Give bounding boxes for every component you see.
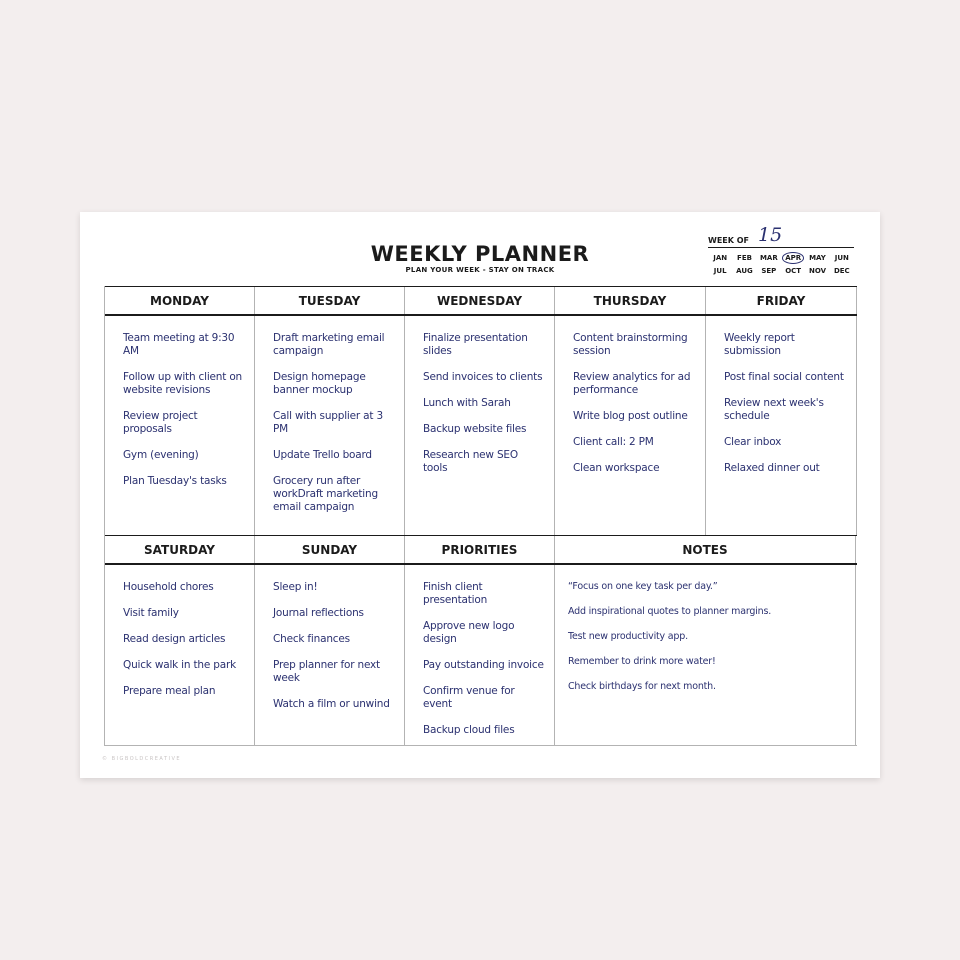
month-apr[interactable]: APR <box>781 253 805 263</box>
task-item: Follow up with client on website revisions <box>123 371 243 396</box>
day-cell-sunday[interactable] <box>255 565 405 745</box>
task-item: Backup cloud files <box>423 724 515 736</box>
task-item: Team meeting at 9:30 AM <box>123 332 235 357</box>
task-item: Journal reflections <box>273 607 364 619</box>
task-item: Check finances <box>273 633 350 645</box>
task-item: Content brainstorming session <box>573 332 688 357</box>
day-cell-tuesday[interactable] <box>255 316 405 535</box>
task-item: Lunch with Sarah <box>423 397 511 409</box>
task-item: Clean workspace <box>573 462 660 474</box>
task-item: Plan Tuesday's tasks <box>123 475 227 487</box>
header-row-1 <box>105 286 857 316</box>
task-item: Prep planner for next week <box>273 659 380 684</box>
day-cell-monday[interactable] <box>105 316 255 535</box>
day-cell-saturday[interactable] <box>105 565 255 745</box>
body-row-1 <box>105 316 857 535</box>
day-cell-wednesday[interactable] <box>405 316 555 535</box>
task-item: Quick walk in the park <box>123 659 236 671</box>
task-item: Visit family <box>123 607 179 619</box>
planner-sheet <box>80 212 880 778</box>
note-item: “Focus on one key task per day.” <box>568 581 718 592</box>
month-nov[interactable]: NOV <box>808 267 827 275</box>
column-header-wednesday: WEDNESDAY <box>405 287 555 314</box>
task-item: Watch a film or unwind <box>273 698 390 710</box>
month-aug[interactable]: AUG <box>736 267 753 275</box>
day-cell-friday[interactable] <box>706 316 857 535</box>
task-item: Approve new logo design <box>423 620 515 645</box>
column-header-monday: MONDAY <box>105 287 255 314</box>
task-item: Pay outstanding invoice <box>423 659 544 671</box>
task-item: Update Trello board <box>273 449 372 461</box>
task-item: Prepare meal plan <box>123 685 216 697</box>
column-header-thursday: THURSDAY <box>555 287 706 314</box>
task-item: Send invoices to clients <box>423 371 543 383</box>
notes-cell[interactable] <box>555 565 856 745</box>
column-header-tuesday: TUESDAY <box>255 287 405 314</box>
page-title: WEEKLY PLANNER <box>370 242 590 266</box>
priorities-cell[interactable] <box>405 565 555 745</box>
task-item: Backup website files <box>423 423 527 435</box>
task-item: Clear inbox <box>724 436 782 448</box>
month-mar[interactable]: MAR <box>759 254 778 262</box>
task-item: Review analytics for ad performance <box>573 371 691 396</box>
note-item: Check birthdays for next month. <box>568 681 716 692</box>
task-item: Weekly report submission <box>724 332 795 357</box>
task-item: Research new SEO tools <box>423 449 518 474</box>
task-item: Draft marketing email campaign <box>273 332 385 357</box>
task-item: Call with supplier at 3 PM <box>273 410 383 435</box>
week-underline <box>708 247 854 248</box>
week-number[interactable]: 15 <box>758 224 783 246</box>
note-item: Test new productivity app. <box>568 631 688 642</box>
task-item: Relaxed dinner out <box>724 462 820 474</box>
body-row-2 <box>105 565 857 746</box>
planner-grid <box>104 286 857 746</box>
credit-text: © BIGBOLDCREATIVE <box>102 756 182 762</box>
month-list <box>708 253 854 276</box>
column-header-friday: FRIDAY <box>706 287 857 314</box>
task-item: Design homepage banner mockup <box>273 371 366 396</box>
task-item: Grocery run after workDraft marketing email campaign <box>273 475 378 513</box>
task-item: Read design articles <box>123 633 226 645</box>
task-item: Post final social content <box>724 371 844 383</box>
task-item: Gym (evening) <box>123 449 199 461</box>
month-jun[interactable]: JUN <box>834 254 849 262</box>
column-header-notes: NOTES <box>555 536 856 563</box>
task-item: Sleep in! <box>273 581 318 593</box>
month-oct[interactable]: OCT <box>785 267 802 275</box>
month-feb[interactable]: FEB <box>737 254 752 262</box>
task-item: Household chores <box>123 581 214 593</box>
day-cell-thursday[interactable] <box>555 316 706 535</box>
header-row-2 <box>105 535 857 565</box>
task-item: Client call: 2 PM <box>573 436 654 448</box>
week-of-label: WEEK OF <box>708 236 750 245</box>
column-header-priorities: PRIORITIES <box>405 536 555 563</box>
note-item: Add inspirational quotes to planner margins. <box>568 606 772 617</box>
task-item: Review next week's schedule <box>724 397 824 422</box>
month-may[interactable]: MAY <box>809 254 826 262</box>
note-item: Remember to drink more water! <box>568 656 716 667</box>
month-dec[interactable]: DEC <box>833 267 850 275</box>
task-item: Write blog post outline <box>573 410 688 422</box>
month-jan[interactable]: JAN <box>713 254 728 262</box>
task-item: Finalize presentation slides <box>423 332 528 357</box>
task-item: Confirm venue for event <box>423 685 515 710</box>
column-header-saturday: SATURDAY <box>105 536 255 563</box>
task-item: Review project proposals <box>123 410 198 435</box>
column-header-sunday: SUNDAY <box>255 536 405 563</box>
page-subtitle: PLAN YOUR WEEK - STAY ON TRACK <box>405 266 555 274</box>
task-item: Finish client presentation <box>423 581 488 606</box>
month-jul[interactable]: JUL <box>713 267 727 275</box>
month-sep[interactable]: SEP <box>761 267 777 275</box>
